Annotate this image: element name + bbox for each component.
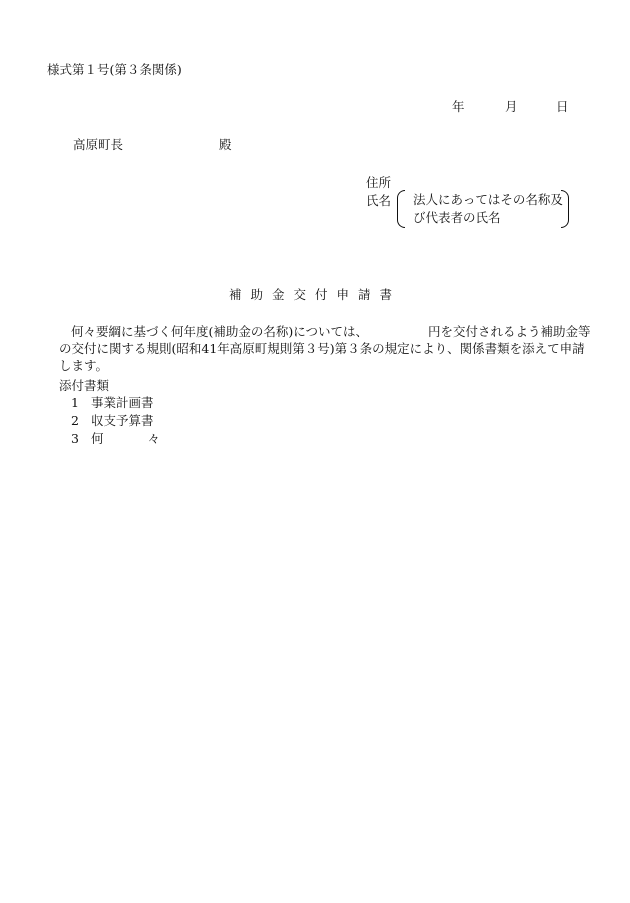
date-day-label: 日	[556, 99, 569, 114]
form-number: 様式第１号(第３条関係)	[47, 62, 182, 77]
right-bracket-icon	[561, 190, 569, 228]
date-year-label: 年	[452, 99, 465, 114]
attachment-number: 1	[71, 395, 79, 410]
attachment-item	[71, 397, 154, 410]
attachment-label: 事業計画書	[91, 395, 154, 410]
attachment-label-b: 々	[147, 431, 161, 446]
applicant-note-line1: 法人にあってはその名称及	[413, 192, 563, 207]
attachment-number: 2	[71, 413, 79, 428]
body-part2: 円を交付されるよう補助金等の交付に関する規則(昭和41年高原町規則第３号)第３条の規定により、関係書類を添えて申請します。	[59, 324, 591, 373]
applicant-name-label: 氏名	[366, 193, 392, 208]
application-body	[59, 323, 591, 374]
attachment-number: 3	[71, 431, 79, 446]
applicant-note-bracket	[397, 190, 569, 228]
applicant-address-label: 住所	[366, 175, 392, 190]
attachment-label: 収支予算書	[91, 413, 154, 428]
document-title: 補助金交付申請書	[228, 287, 401, 302]
attachment-item	[71, 415, 154, 428]
addressee-honorific: 殿	[219, 137, 232, 152]
addressee-name: 高原町長	[73, 137, 124, 152]
applicant-note-line2: び代表者の氏名	[413, 210, 501, 225]
body-part1: 何々要綱に基づく何年度(補助金の名称)については、	[71, 324, 369, 339]
attachment-item	[71, 433, 160, 446]
attachments-title: 添付書類	[59, 378, 110, 393]
date-month-label: 月	[505, 99, 518, 114]
left-bracket-icon	[397, 190, 405, 228]
attachment-label-a: 何	[91, 431, 104, 446]
